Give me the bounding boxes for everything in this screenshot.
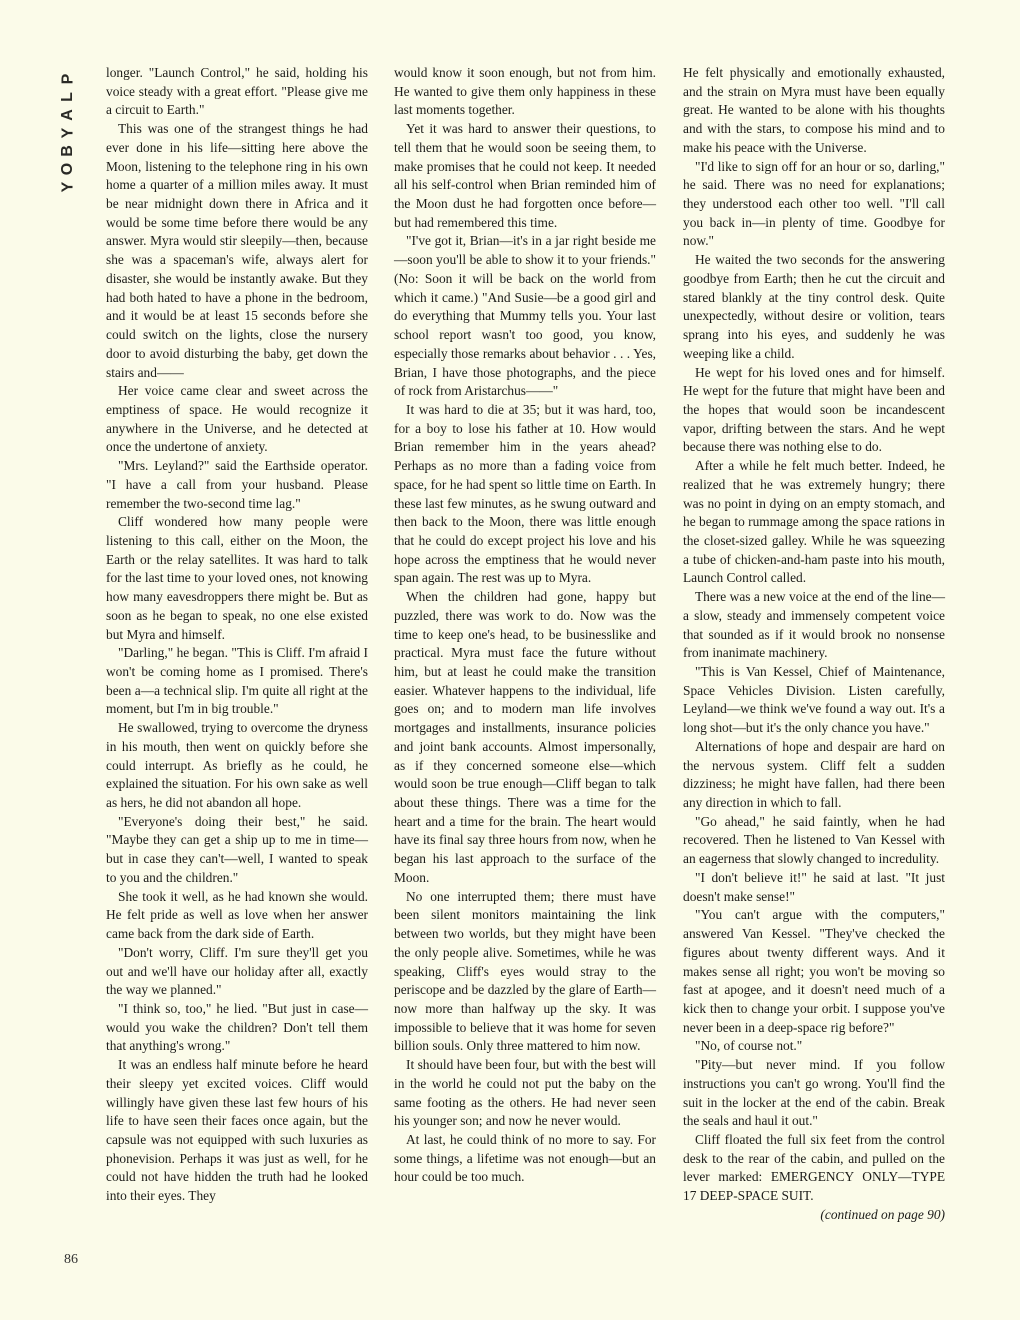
paragraph: He swallowed, trying to overcome the dryness in his mouth, then went on quickly before she could interrupt. As briefly as he could, he explained the situation. For his own sake as well as hers, he did not abandon all hope. xyxy=(106,720,368,811)
paragraph: "This is Van Kessel, Chief of Maintenance, Space Vehicles Division. Listen carefully, Leyland—we think we've found a way out. It's a long shot—but it's the only chance you have." xyxy=(683,664,945,736)
paragraph: When the children had gone, happy but puzzled, there was work to do. Now was the time to keep one's head, to be businesslike and practical. Myra must face the future without him, but at least he could make the transition easier. Whatever happens to the individual, life goes on; and to modern man life involves mortgages and installments, insurance policies and joint bank accounts. Almost impersonally, as if they concerned someone else—which would soon be true enough—Cliff began to talk about these things. There was a time for the heart and a time for the brain. The heart would have its final say three hours from now, when he began his last approach to the surface of the Moon. xyxy=(394,589,656,885)
paragraph: "I'd like to sign off for an hour or so, darling," he said. There was no need for explanations; they understood each other too well. "I'll call you back in—in plenty of time. Goodbye for now." xyxy=(683,158,945,249)
paragraph: "No, of course not." xyxy=(695,1038,803,1054)
paragraph: It was hard to die at 35; but it was hard, too, for a boy to lose his father at 10. How would Brian remember him in the years ahead? Perhaps as no more than a fading voice from space, for he had spent so little time on Earth. In these last few minutes, as he swung outward and then back to the Moon, there was little enough that he could do except project his love and his hope across the emptiness that he would never span again. The rest was up to Myra. xyxy=(394,401,656,586)
text-column-1 xyxy=(106,64,368,1206)
masthead-letter: Y xyxy=(58,127,76,139)
paragraph: "Darling," he began. "This is Cliff. I'm afraid I won't be coming home as I promised. There's been a—a technical slip. I'm quite all right at the moment, but I'm in big trouble." xyxy=(106,645,368,717)
masthead-letter: A xyxy=(59,109,76,121)
paragraph: No one interrupted them; there must have been silent monitors maintaining the link between two worlds, but they might have been the only people alive. Sometimes, while he was speaking, Cliff's eyes would stray to the periscope and be dazzled by the glare of Earth—now more than halfway up the sky. It was impossible to believe that it was home for seven billion souls. Only three mattered to him now. xyxy=(394,888,656,1054)
paragraph: It should have been four, but with the best will in the world he could not put the baby on the same footing as the others. He had never seen his younger son; and now he never would. xyxy=(394,1057,656,1129)
masthead-letter: L xyxy=(59,92,76,102)
paragraph: "I don't believe it!" he said at last. "It just doesn't make sense!" xyxy=(683,869,945,904)
paragraph: There was a new voice at the end of the line—a slow, steady and immensely competent voice that sounded as if it would brook no nonsense from inanimate machinery. xyxy=(683,589,945,661)
paragraph: This was one of the strangest things he had ever done in his life—sitting here above the Moon, listening to the telephone ring in his own home a quarter of a million miles away. It must be near midnight down there in Africa and it would be some time before there would be any answer. Myra would stir sleepily—then, because she was a spaceman's wife, always alert for disaster, she would be instantly awake. But they had both hated to have a phone in the bedroom, and it would be at least 15 seconds before she could switch on the lights, close the nursery door to avoid disturbing the baby, get down the stairs and—— xyxy=(106,121,368,380)
paragraph: Her voice came clear and sweet across the emptiness of space. He would recognize it anywhere in the Universe, and he detected at once the undertone of anxiety. xyxy=(106,383,368,455)
paragraph: longer. "Launch Control," he said, holding his voice steady with a great effort. "Please give me a circuit to Earth." xyxy=(106,65,368,118)
masthead-letter: B xyxy=(59,145,76,157)
paragraph: would know it soon enough, but not from him. He wanted to give them only happiness in these last moments together. xyxy=(394,65,656,118)
text-column-3 xyxy=(683,64,945,1225)
paragraph: "You can't argue with the computers," answered Van Kessel. "They've checked the figures about twenty different ways. And it makes sense all right; you won't be moving so fast at apogee, and it doesn't need much of a kick then to change your orbit. I suppose you've never been in a deep-space rig before?" xyxy=(683,907,945,1035)
paragraph: Cliff wondered how many people were listening to this call, either on the Moon, the Earth or the relay satellites. It was hard to talk for the last time to your loved ones, not knowing how many eavesdroppers there might be. But as soon as he began to speak, no one else existed but Myra and himself. xyxy=(106,514,368,642)
paragraph: "I've got it, Brian—it's in a jar right beside me—soon you'll be able to show it to your friends." (No: Soon it will be back on the world from which it came.) "And Susie—be a good girl and do everything that Mummy tells you. Your last school report wasn't too good, you know, especially those remarks about behavior . . . Yes, Brian, I have those photographs, and the piece of rock from Aristarchus——" xyxy=(394,233,656,399)
paragraph: "Don't worry, Cliff. I'm sure they'll get you out and we'll have our holiday after all, exactly the way we planned." xyxy=(106,944,368,998)
paragraph: Alternations of hope and despair are hard on the nervous system. Cliff felt a sudden dizziness; he might have fallen, had there been any direction in which to fall. xyxy=(683,738,945,811)
paragraph: "Pity—but never mind. If you follow instructions you can't go wrong. You'll find the suit in the locker at the end of the cabin. Break the seals and haul it out." xyxy=(683,1057,945,1129)
paragraph: Yet it was hard to answer their questions, to tell them that he would soon be seeing them, to make promises that he could not keep. It needed all his self-control when Brian reminded him of the Moon dust he had forgotten once before—but had remembered this time. xyxy=(394,121,656,230)
continued-note: (continued on page 90) xyxy=(820,1206,945,1222)
paragraph: "Go ahead," he said faintly, when he had recovered. Then he listened to Van Kessel with an eagerness that slowly changed to incredulity. xyxy=(683,813,945,867)
paragraph: She took it well, as he had known she would. He felt pride as well as love when her answer came back from the dark side of Earth. xyxy=(106,888,368,942)
text-column-2 xyxy=(394,64,656,1187)
paragraph: "I think so, too," he lied. "But just in case—would you wake the children? Don't tell them that anything's wrong." xyxy=(106,1000,368,1054)
paragraph: After a while he felt much better. Indeed, he realized that he was extremely hungry; there was no point in dying on an empty stomach, and he began to rummage among the space rations in the closet-sized galley. While he was squeezing a tube of chicken-and-ham paste into his mouth, Launch Control called. xyxy=(683,458,945,586)
paragraph: "Mrs. Leyland?" said the Earthside operator. "I have a call from your husband. Please remember the two-second time lag." xyxy=(106,458,368,511)
masthead xyxy=(56,70,82,196)
page-number: 86 xyxy=(64,1252,78,1267)
paragraph: He felt physically and emotionally exhausted, and the strain on Myra must have been equally great. He wanted to be alone with his thoughts and with the stars, to compose his mind and to make his peace with the Universe. xyxy=(683,65,945,155)
paragraph: "Everyone's doing their best," he said. "Maybe they can get a ship up to me in time—but in case they can't—well, I wanted to speak to you and the children." xyxy=(106,813,368,885)
paragraph: He wept for his loved ones and for himself. He wept for the future that might have been and the hopes that would soon be incandescent vapor, drifting between the stars. And he wept because there was nothing else to do. xyxy=(683,364,945,455)
masthead-letter: P xyxy=(58,73,76,85)
paragraph: He waited the two seconds for the answering goodbye from Earth; then he cut the circuit and stared blankly at the tiny control desk. Quite unexpectedly, without desire or volition, tears sprang into his eyes, and suddenly he was weeping like a child. xyxy=(683,252,945,361)
paragraph: Cliff floated the full six feet from the control desk to the rear of the cabin, and pulled on the lever marked: EMERGENCY ONLY—TYPE 17 DEEP-SPACE SUIT. xyxy=(683,1131,945,1204)
paragraph: It was an endless half minute before he heard their sleepy yet excited voices. Cliff would willingly have given these last few hours of his life to have seen their faces once again, but the capsule was not equipped with such luxuries as phonevision. Perhaps it was just as well, for he could not have hidden the truth had he looked into their eyes. They xyxy=(106,1057,368,1204)
masthead-letter: Y xyxy=(58,181,76,193)
masthead-letter: O xyxy=(58,162,76,176)
paragraph: At last, he could think of no more to say. For some things, a lifetime was not enough—but an hour could be too much. xyxy=(394,1131,656,1185)
